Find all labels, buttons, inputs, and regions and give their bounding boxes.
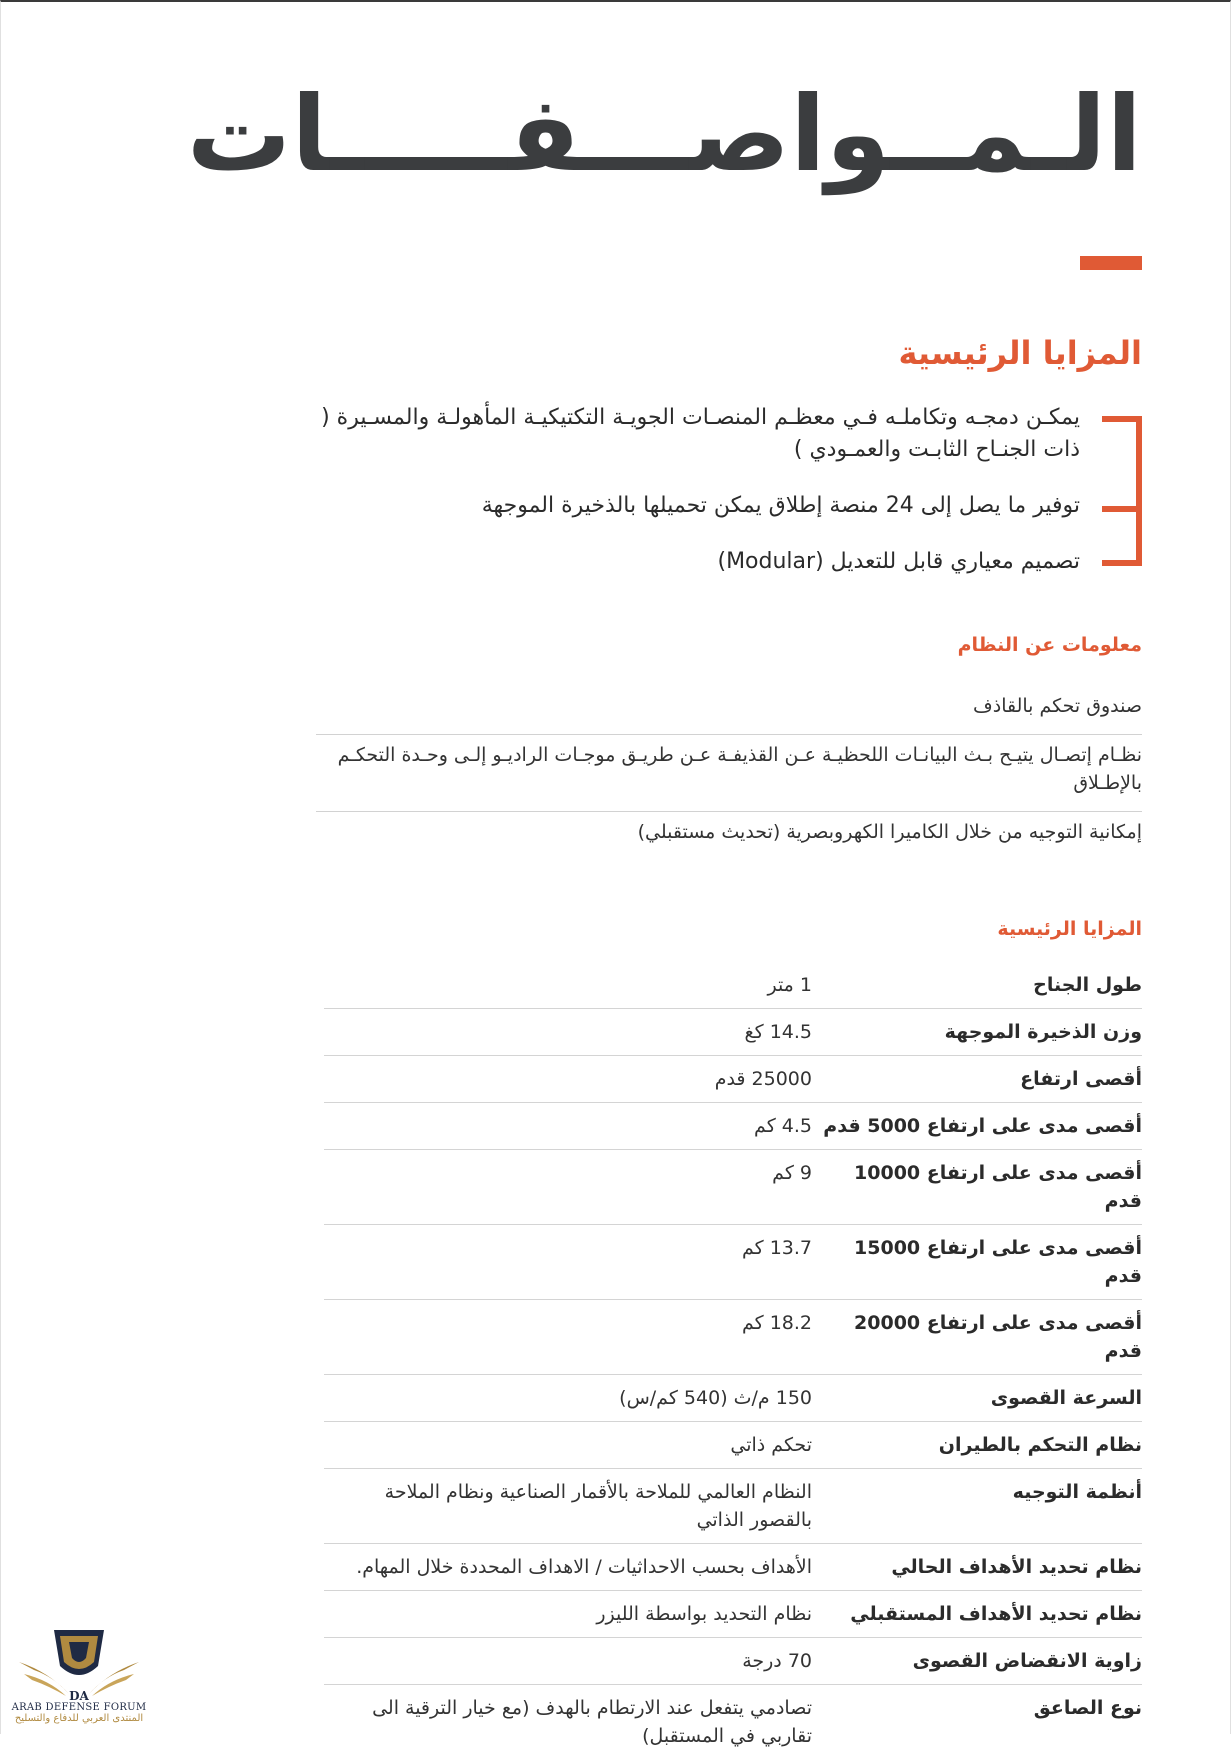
spec-value: تصادمي يتفعل عند الارتطام بالهدف (مع خيار الترقية الى تقاربي في المستقبل): [324, 1685, 812, 1759]
spec-label: نظام تحديد الأهداف الحالي: [812, 1544, 1142, 1591]
features-bracket-tick: [1102, 560, 1142, 566]
spec-label: زاوية الانقضاض القصوى: [812, 1638, 1142, 1685]
table-row: [324, 1009, 1142, 1056]
feature-item: يمكـن دمجـه وتكاملـه فـي معظـم المنصـات الجويـة التكتيكيـة المأهولـة والمسـيرة ( ذات الجنـاح الثابـت والعمـودي ): [300, 402, 1080, 466]
table-row: [324, 1469, 1142, 1544]
spec-value: 18.2 كم: [324, 1300, 812, 1375]
spec-value: الأهداف بحسب الاحداثيات / الاهداف المحددة خلال المهام.: [324, 1544, 812, 1591]
table-row: [324, 1225, 1142, 1300]
table-row: [324, 1422, 1142, 1469]
spec-value: 150 م/ث (540 كم/س): [324, 1375, 812, 1422]
table-row: [324, 1150, 1142, 1225]
spec-label: طول الجناح: [812, 962, 1142, 1009]
logo-name-en: ARAB DEFENSE FORUM: [9, 1702, 149, 1713]
spec-label: نظام التحكم بالطيران: [812, 1422, 1142, 1469]
spec-value: النظام العالمي للملاحة بالأقمار الصناعية ونظام الملاحة بالقصور الذاتي: [324, 1469, 812, 1544]
spec-label: أقصى مدى على ارتفاع 20000 قدم: [812, 1300, 1142, 1375]
key-features-heading: المزايا الرئيسية: [899, 334, 1142, 372]
spec-label: أقصى مدى على ارتفاع 15000 قدم: [812, 1225, 1142, 1300]
system-info-heading: معلومات عن النظام: [958, 634, 1142, 656]
title-accent-bar: [1080, 256, 1142, 270]
feature-item: توفير ما يصل إلى 24 منصة إطلاق يمكن تحميلها بالذخيرة الموجهة: [300, 490, 1080, 522]
spec-label: نظام تحديد الأهداف المستقبلي: [812, 1591, 1142, 1638]
spec-label: أقصى ارتفاع: [812, 1056, 1142, 1103]
spec-value: 13.7 كم: [324, 1225, 812, 1300]
logo-initials: DA: [69, 1689, 89, 1702]
features-bracket-tick: [1102, 506, 1142, 512]
table-row: [324, 962, 1142, 1009]
table-row: [324, 1544, 1142, 1591]
table-row: [324, 1103, 1142, 1150]
spec-label: السرعة القصوى: [812, 1375, 1142, 1422]
specs-heading: المزايا الرئيسية: [997, 918, 1142, 940]
spec-value: 9 كم: [324, 1150, 812, 1225]
spec-label: وزن الذخيرة الموجهة: [812, 1009, 1142, 1056]
spec-value: 4.5 كم: [324, 1103, 812, 1150]
spec-value: 14.5 كغ: [324, 1009, 812, 1056]
system-info-item: صندوق تحكم بالقاذف: [316, 686, 1142, 735]
table-row: [324, 1685, 1142, 1759]
system-info-item: نظـام إتصـال يتيـح بـث البيانـات اللحظيـة عـن القذيفـة عـن طريـق موجـات الراديـو إلـى وحـدة التحكـم بالإطـلاق: [316, 735, 1142, 812]
system-info-list: [316, 686, 1142, 860]
spec-label: أقصى مدى على ارتفاع 10000 قدم: [812, 1150, 1142, 1225]
spec-label: أنظمة التوجيه: [812, 1469, 1142, 1544]
table-row: [324, 1056, 1142, 1103]
forum-emblem-icon: [14, 1622, 144, 1702]
table-row: [324, 1375, 1142, 1422]
feature-item: تصميم معياري قابل للتعديل (Modular): [300, 546, 1080, 578]
specs-table: [324, 962, 1142, 1759]
spec-label: أقصى مدى على ارتفاع 5000 قدم: [812, 1103, 1142, 1150]
table-row: [324, 1300, 1142, 1375]
forum-watermark-logo: [9, 1622, 149, 1732]
spec-value: 70 درجة: [324, 1638, 812, 1685]
spec-value: نظام التحديد بواسطة الليزر: [324, 1591, 812, 1638]
spec-label: نوع الصاعق: [812, 1685, 1142, 1759]
table-row: [324, 1591, 1142, 1638]
system-info-item: إمكانية التوجيه من خلال الكاميرا الكهروبصرية (تحديث مستقبلي): [316, 812, 1142, 860]
features-bracket: [1136, 416, 1142, 566]
spec-value: 25000 قدم: [324, 1056, 812, 1103]
logo-name-ar: المنتدى العربي للدفاع والتسليح: [9, 1713, 149, 1724]
spec-value: تحكم ذاتي: [324, 1422, 812, 1469]
features-bracket-tick: [1102, 416, 1142, 422]
page-title: الـمــواصـــفـــــات: [187, 72, 1142, 197]
spec-value: 1 متر: [324, 962, 812, 1009]
table-row: [324, 1638, 1142, 1685]
